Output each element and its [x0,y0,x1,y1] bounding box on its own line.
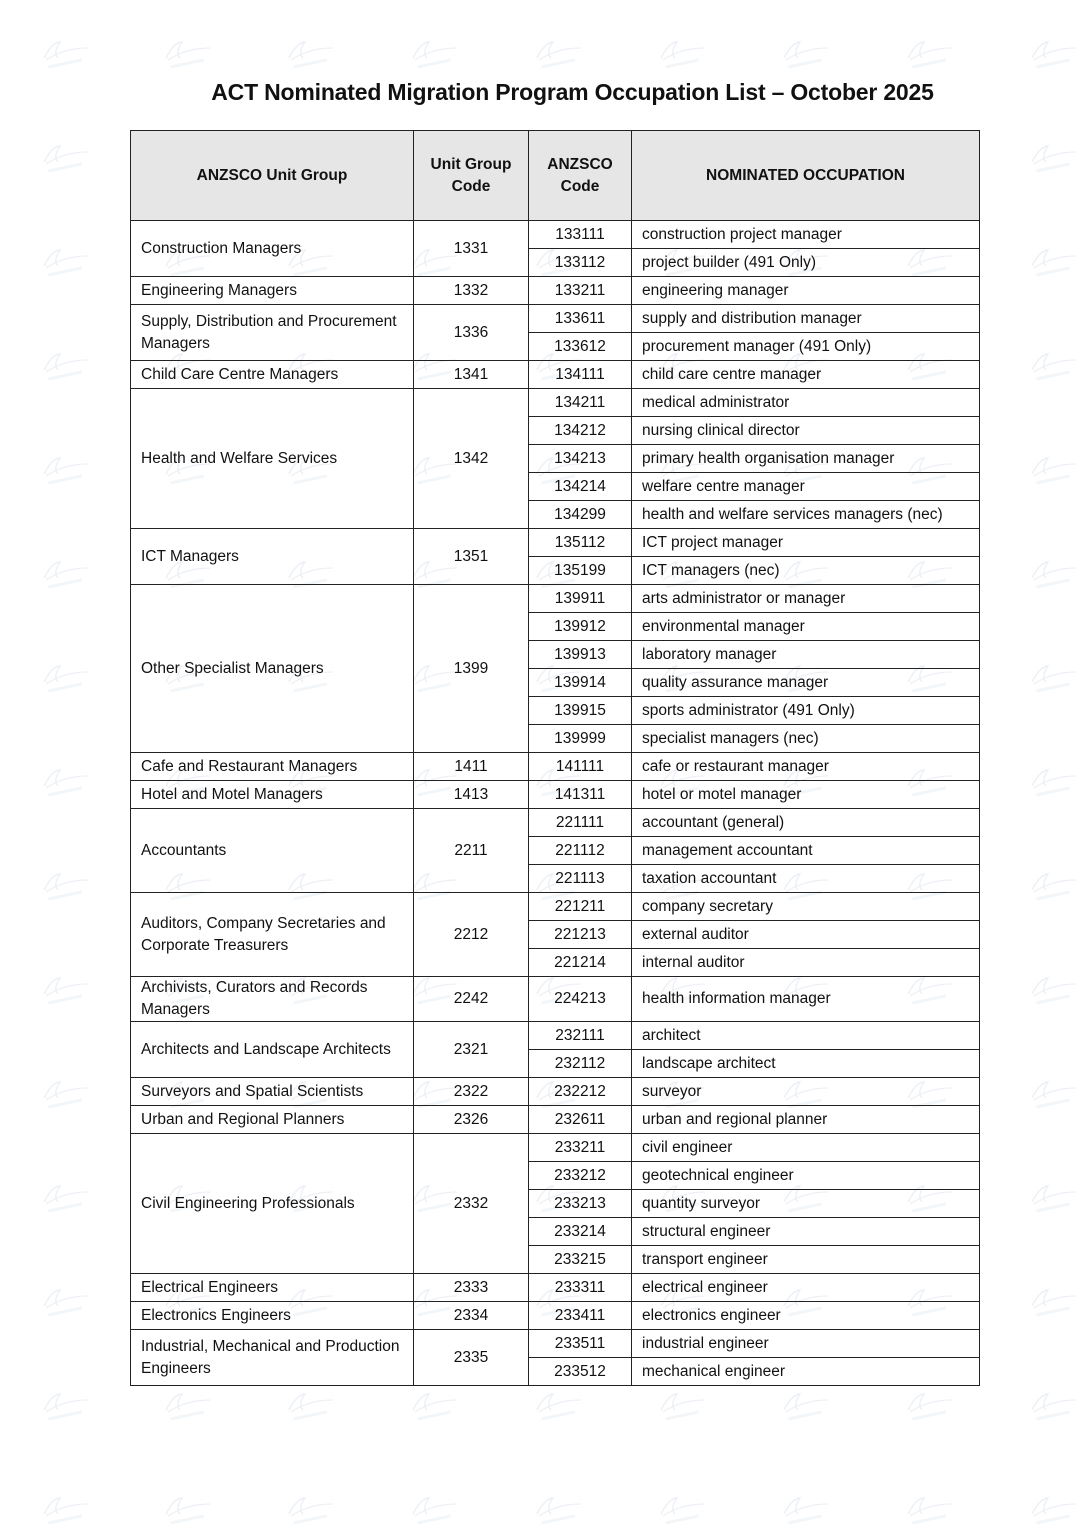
unit-group-code: 1411 [414,753,529,781]
watermark-logo-icon [533,1494,585,1524]
watermark-logo-icon [657,38,709,68]
anzsco-code: 221113 [529,865,632,893]
anzsco-code: 221213 [529,921,632,949]
anzsco-code: 233214 [529,1218,632,1246]
anzsco-code: 221111 [529,809,632,837]
nominated-occupation: landscape architect [632,1050,980,1078]
anzsco-code: 139911 [529,585,632,613]
anzsco-code: 139913 [529,641,632,669]
unit-group-code: 1342 [414,389,529,529]
anzsco-code: 133611 [529,305,632,333]
table-row [131,1078,980,1106]
table-row [131,277,980,305]
nominated-occupation: management accountant [632,837,980,865]
nominated-occupation: taxation accountant [632,865,980,893]
anzsco-code: 221211 [529,893,632,921]
nominated-occupation: external auditor [632,921,980,949]
page-title: ACT Nominated Migration Program Occupation List – October 2025 [211,79,934,106]
watermark-logo-icon [904,1390,956,1420]
table-row [131,389,980,417]
anzsco-code: 133111 [529,221,632,249]
nominated-occupation: mechanical engineer [632,1358,980,1386]
nominated-occupation: architect [632,1022,980,1050]
watermark-logo-icon [1028,974,1080,1004]
header-unit-group-code: Unit Group Code [414,131,529,221]
unit-group-name: Electronics Engineers [131,1302,414,1330]
anzsco-code: 233212 [529,1162,632,1190]
nominated-occupation: geotechnical engineer [632,1162,980,1190]
unit-group-code: 1351 [414,529,529,585]
watermark-logo-icon [162,1390,214,1420]
table-row [131,753,980,781]
occupation-table [130,130,980,1386]
watermark-logo-icon [780,1390,832,1420]
unit-group-code: 1413 [414,781,529,809]
watermark-logo-icon [904,1494,956,1524]
unit-group-name: Surveyors and Spatial Scientists [131,1078,414,1106]
anzsco-code: 141111 [529,753,632,781]
watermark-logo-icon [40,454,92,484]
anzsco-code: 134211 [529,389,632,417]
unit-group-name: Cafe and Restaurant Managers [131,753,414,781]
watermark-logo-icon [657,1494,709,1524]
anzsco-code: 232111 [529,1022,632,1050]
unit-group-name: Supply, Distribution and Procurement Managers [131,305,414,361]
unit-group-name: Electrical Engineers [131,1274,414,1302]
watermark-logo-icon [40,558,92,588]
unit-group-code: 1331 [414,221,529,277]
watermark-logo-icon [1028,558,1080,588]
nominated-occupation: arts administrator or manager [632,585,980,613]
anzsco-code: 233215 [529,1246,632,1274]
unit-group-code: 1332 [414,277,529,305]
table-row [131,1022,980,1050]
nominated-occupation: ICT managers (nec) [632,557,980,585]
anzsco-code: 135199 [529,557,632,585]
watermark-logo-icon [409,1494,461,1524]
anzsco-code: 233511 [529,1330,632,1358]
watermark-logo-icon [1028,1494,1080,1524]
watermark-logo-icon [409,38,461,68]
nominated-occupation: industrial engineer [632,1330,980,1358]
unit-group-code: 2335 [414,1330,529,1386]
table-row [131,361,980,389]
anzsco-code: 134212 [529,417,632,445]
watermark-logo-icon [1028,142,1080,172]
nominated-occupation: child care centre manager [632,361,980,389]
table-row [131,1274,980,1302]
nominated-occupation: health information manager [632,977,980,1022]
anzsco-code: 134213 [529,445,632,473]
anzsco-code: 221112 [529,837,632,865]
anzsco-code: 232112 [529,1050,632,1078]
nominated-occupation: procurement manager (491 Only) [632,333,980,361]
anzsco-code: 134299 [529,501,632,529]
watermark-logo-icon [162,38,214,68]
watermark-logo-icon [40,662,92,692]
nominated-occupation: cafe or restaurant manager [632,753,980,781]
unit-group-name: Accountants [131,809,414,893]
nominated-occupation: company secretary [632,893,980,921]
unit-group-name: Engineering Managers [131,277,414,305]
watermark-logo-icon [657,1390,709,1420]
watermark-logo-icon [1028,662,1080,692]
anzsco-code: 141311 [529,781,632,809]
anzsco-code: 224213 [529,977,632,1022]
table-row [131,1134,980,1162]
watermark-logo-icon [533,38,585,68]
watermark-logo-icon [40,38,92,68]
table-header-row [131,131,980,221]
watermark-logo-icon [1028,38,1080,68]
nominated-occupation: hotel or motel manager [632,781,980,809]
unit-group-name: ICT Managers [131,529,414,585]
unit-group-code: 2333 [414,1274,529,1302]
watermark-logo-icon [40,1182,92,1212]
header-nominated-occupation: NOMINATED OCCUPATION [632,131,980,221]
anzsco-code: 232212 [529,1078,632,1106]
unit-group-name: Other Specialist Managers [131,585,414,753]
nominated-occupation: civil engineer [632,1134,980,1162]
table-row [131,893,980,921]
watermark-logo-icon [533,1390,585,1420]
watermark-logo-icon [1028,350,1080,380]
watermark-logo-icon [904,38,956,68]
nominated-occupation: welfare centre manager [632,473,980,501]
nominated-occupation: quantity surveyor [632,1190,980,1218]
watermark-logo-icon [1028,766,1080,796]
anzsco-code: 233213 [529,1190,632,1218]
unit-group-name: Health and Welfare Services [131,389,414,529]
table-row [131,529,980,557]
table-row [131,977,980,1022]
nominated-occupation: health and welfare services managers (nec) [632,501,980,529]
unit-group-name: Archivists, Curators and Records Managers [131,977,414,1022]
unit-group-name: Auditors, Company Secretaries and Corporate Treasurers [131,893,414,977]
anzsco-code: 139914 [529,669,632,697]
watermark-logo-icon [40,1494,92,1524]
anzsco-code: 232611 [529,1106,632,1134]
nominated-occupation: primary health organisation manager [632,445,980,473]
unit-group-code: 2211 [414,809,529,893]
nominated-occupation: structural engineer [632,1218,980,1246]
header-unit-group: ANZSCO Unit Group [131,131,414,221]
anzsco-code: 139999 [529,725,632,753]
nominated-occupation: quality assurance manager [632,669,980,697]
watermark-logo-icon [162,1494,214,1524]
anzsco-code: 133612 [529,333,632,361]
header-anzsco-code: ANZSCO Code [529,131,632,221]
watermark-logo-icon [40,974,92,1004]
nominated-occupation: environmental manager [632,613,980,641]
nominated-occupation: medical administrator [632,389,980,417]
anzsco-code: 133211 [529,277,632,305]
watermark-logo-icon [40,142,92,172]
anzsco-code: 233211 [529,1134,632,1162]
watermark-logo-icon [285,1390,337,1420]
watermark-logo-icon [40,1286,92,1316]
nominated-occupation: urban and regional planner [632,1106,980,1134]
nominated-occupation: accountant (general) [632,809,980,837]
table-row [131,1302,980,1330]
nominated-occupation: surveyor [632,1078,980,1106]
watermark-logo-icon [780,38,832,68]
nominated-occupation: internal auditor [632,949,980,977]
anzsco-code: 139912 [529,613,632,641]
unit-group-name: Architects and Landscape Architects [131,1022,414,1078]
table-row [131,1330,980,1358]
watermark-logo-icon [40,870,92,900]
anzsco-code: 233311 [529,1274,632,1302]
table-row [131,305,980,333]
table-row [131,1106,980,1134]
unit-group-name: Hotel and Motel Managers [131,781,414,809]
watermark-logo-icon [1028,454,1080,484]
nominated-occupation: transport engineer [632,1246,980,1274]
watermark-logo-icon [40,246,92,276]
anzsco-code: 133112 [529,249,632,277]
table-body [131,221,980,1386]
watermark-logo-icon [1028,1390,1080,1420]
table-row [131,781,980,809]
unit-group-code: 1336 [414,305,529,361]
nominated-occupation: electrical engineer [632,1274,980,1302]
watermark-logo-icon [40,350,92,380]
nominated-occupation: electronics engineer [632,1302,980,1330]
table-row [131,809,980,837]
nominated-occupation: ICT project manager [632,529,980,557]
unit-group-name: Construction Managers [131,221,414,277]
unit-group-name: Child Care Centre Managers [131,361,414,389]
unit-group-code: 2322 [414,1078,529,1106]
unit-group-code: 1399 [414,585,529,753]
watermark-logo-icon [40,1078,92,1108]
anzsco-code: 233512 [529,1358,632,1386]
unit-group-name: Industrial, Mechanical and Production Engineers [131,1330,414,1386]
unit-group-code: 2321 [414,1022,529,1078]
anzsco-code: 134111 [529,361,632,389]
nominated-occupation: supply and distribution manager [632,305,980,333]
watermark-logo-icon [1028,1182,1080,1212]
watermark-logo-icon [40,1390,92,1420]
anzsco-code: 135112 [529,529,632,557]
table-row [131,585,980,613]
table-row [131,221,980,249]
watermark-logo-icon [285,38,337,68]
anzsco-code: 134214 [529,473,632,501]
nominated-occupation: project builder (491 Only) [632,249,980,277]
unit-group-code: 2332 [414,1134,529,1274]
unit-group-code: 2326 [414,1106,529,1134]
watermark-logo-icon [1028,1078,1080,1108]
anzsco-code: 221214 [529,949,632,977]
nominated-occupation: sports administrator (491 Only) [632,697,980,725]
nominated-occupation: construction project manager [632,221,980,249]
watermark-logo-icon [1028,870,1080,900]
nominated-occupation: engineering manager [632,277,980,305]
unit-group-name: Urban and Regional Planners [131,1106,414,1134]
anzsco-code: 139915 [529,697,632,725]
nominated-occupation: laboratory manager [632,641,980,669]
anzsco-code: 233411 [529,1302,632,1330]
watermark-logo-icon [780,1494,832,1524]
unit-group-name: Civil Engineering Professionals [131,1134,414,1274]
watermark-logo-icon [285,1494,337,1524]
nominated-occupation: specialist managers (nec) [632,725,980,753]
watermark-logo-icon [1028,246,1080,276]
nominated-occupation: nursing clinical director [632,417,980,445]
watermark-logo-icon [409,1390,461,1420]
unit-group-code: 1341 [414,361,529,389]
watermark-logo-icon [40,766,92,796]
watermark-logo-icon [1028,1286,1080,1316]
unit-group-code: 2242 [414,977,529,1022]
unit-group-code: 2212 [414,893,529,977]
unit-group-code: 2334 [414,1302,529,1330]
